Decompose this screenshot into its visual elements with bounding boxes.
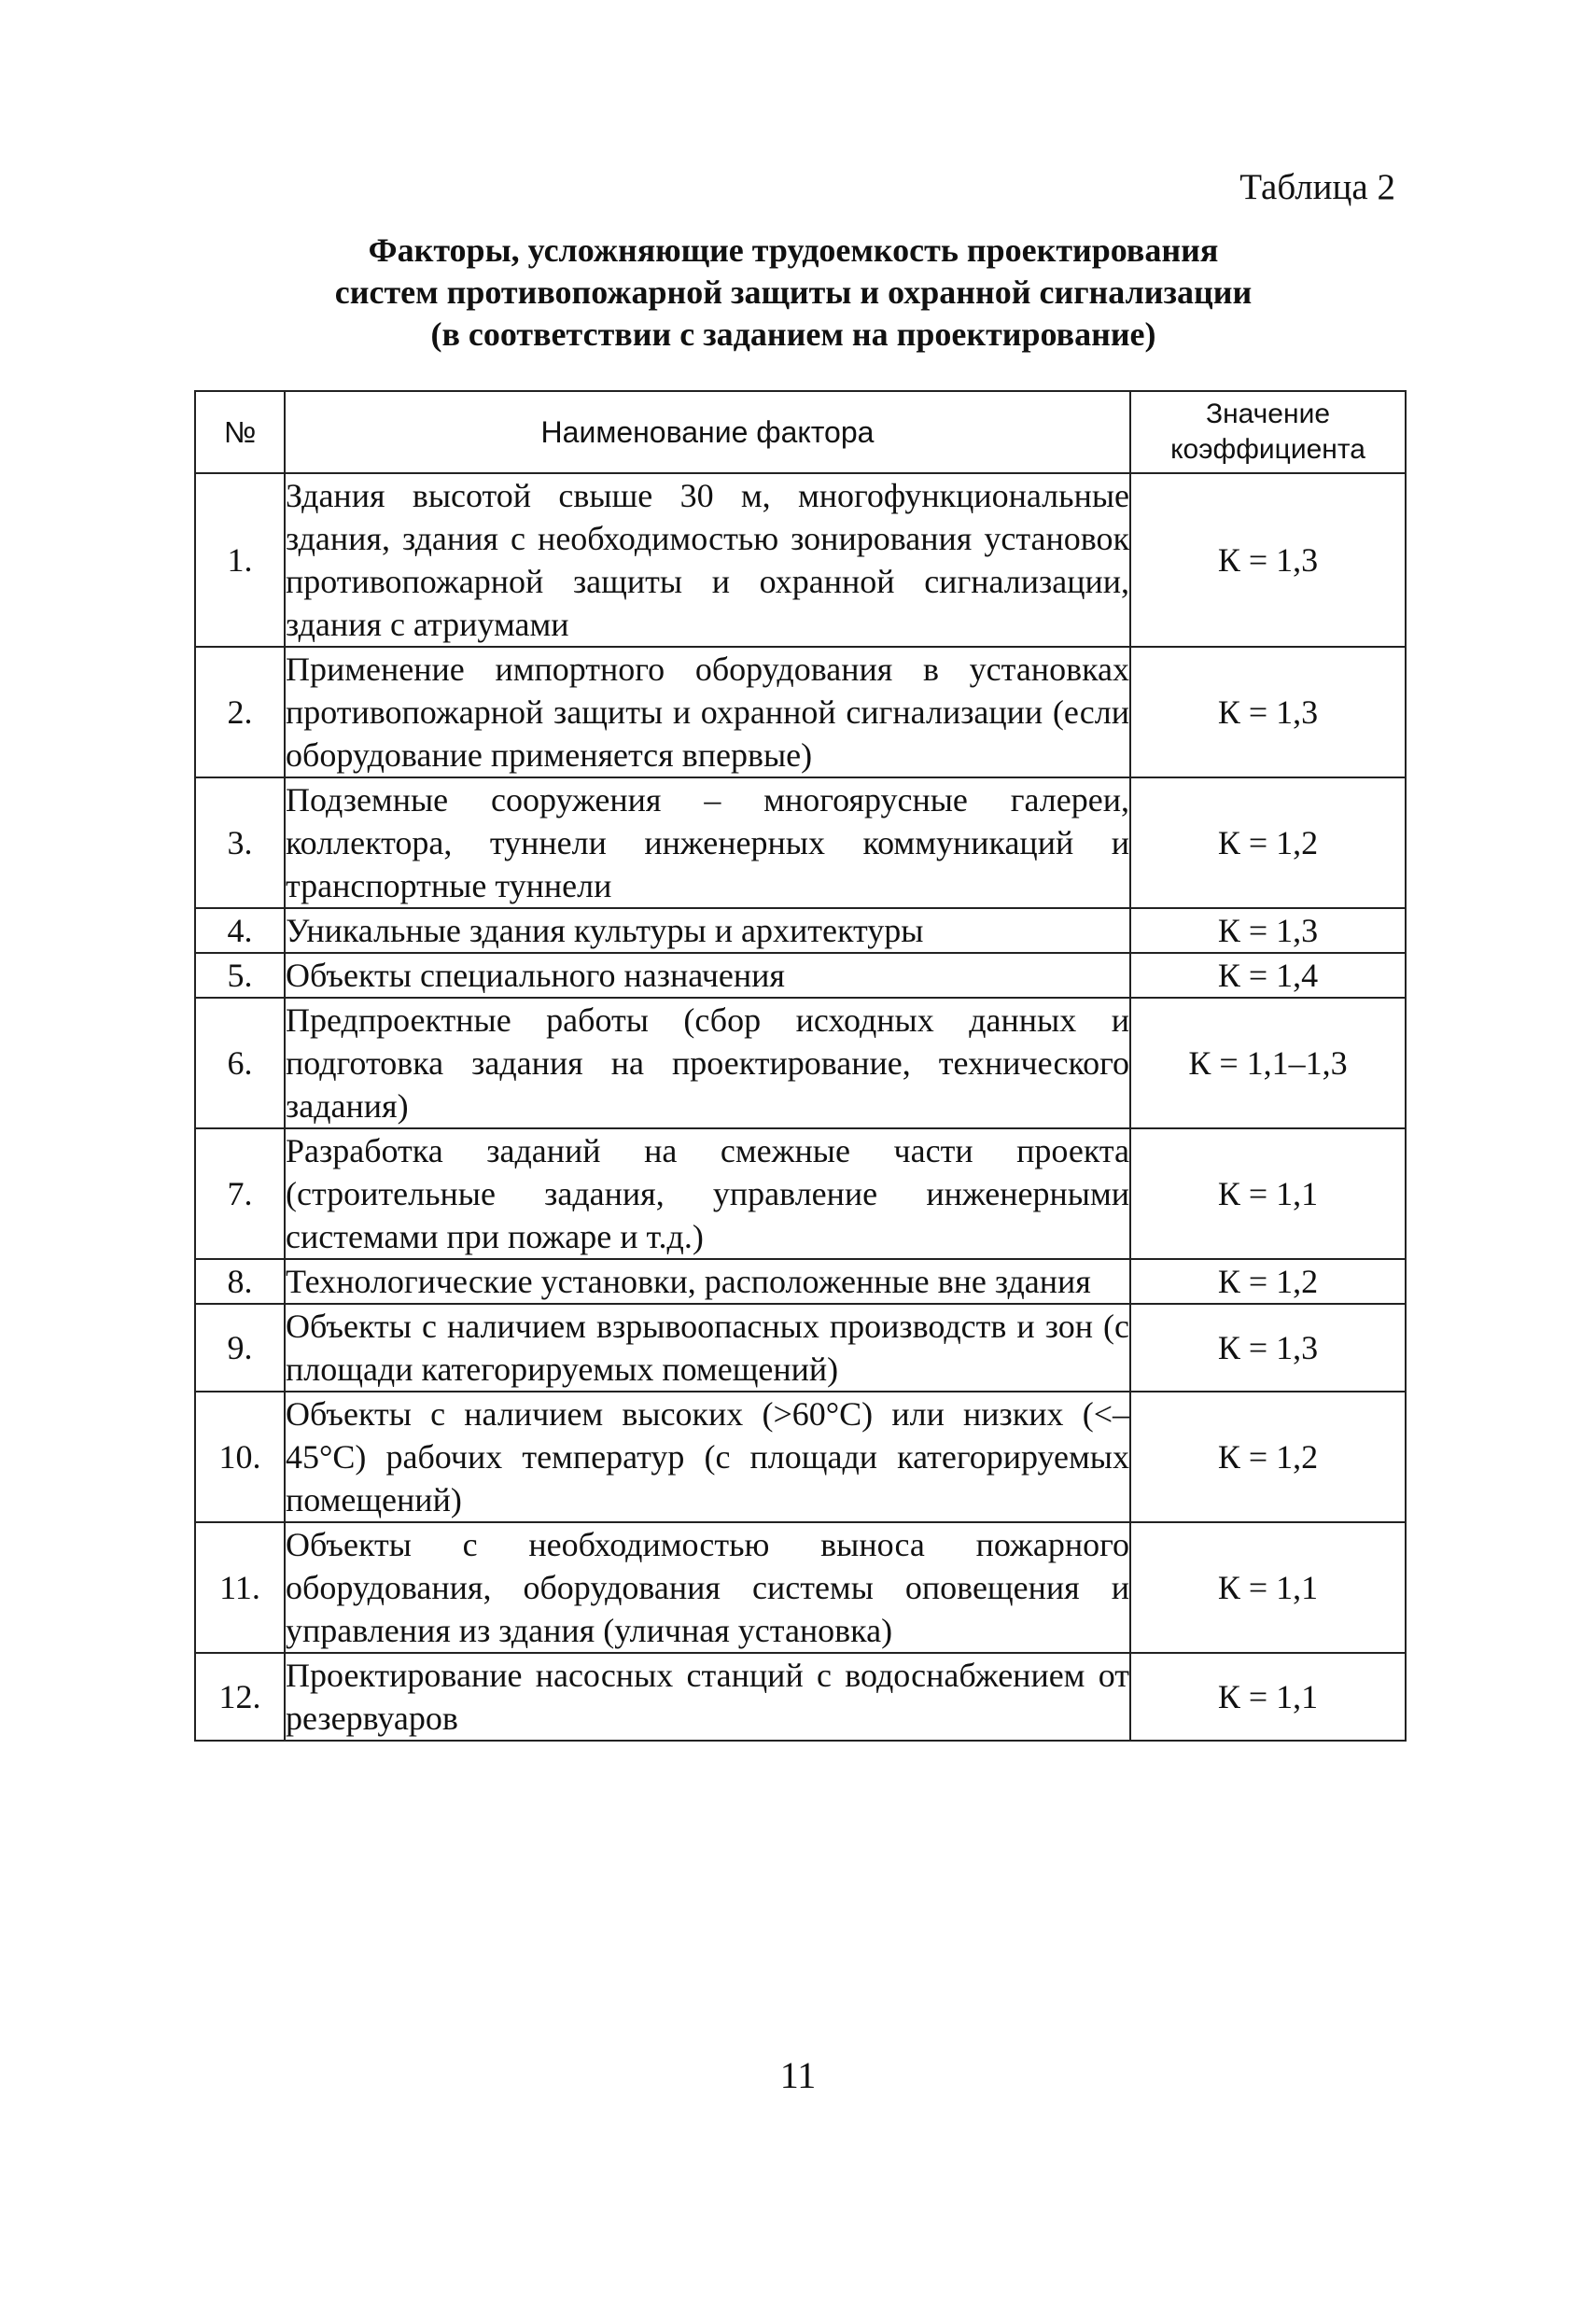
table-row [195,1522,1406,1653]
coefficient-value: К = 1,1 [1130,1522,1406,1653]
coefficient-value: К = 1,2 [1130,1392,1406,1522]
header-factor-name: Наименование фактора [285,391,1130,473]
factor-name: Применение импортного оборудования в установках противопожарной защиты и охранной сигнализации (если оборудование применяется впервые) [285,647,1130,777]
factor-name: Объекты с необходимостью выноса пожарного оборудования, оборудования системы оповещения и управления из здания (уличная установка) [285,1522,1130,1653]
row-number: 11. [195,1522,285,1653]
factor-name: Объекты с наличием взрывоопасных производств и зон (с площади категорируемых помещений) [285,1304,1130,1392]
table-title-line: Факторы, усложняющие трудоемкость проектирования [368,231,1219,269]
table-label: Таблица 2 [1239,167,1395,207]
header-coefficient-line: Значение [1205,399,1331,429]
coefficient-value: К = 1,3 [1130,1304,1406,1392]
coefficient-value: К = 1,4 [1130,953,1406,998]
table-row [195,1653,1406,1741]
table-row [195,777,1406,908]
table-row [195,1392,1406,1522]
factor-name: Уникальные здания культуры и архитектуры [285,908,1130,953]
factor-name: Подземные сооружения – многоярусные галереи, коллектора, туннели инженерных коммуникаций и транспортные туннели [285,777,1130,908]
row-number: 5. [195,953,285,998]
coefficient-value: К = 1,2 [1130,777,1406,908]
table-row [195,953,1406,998]
header-number: № [195,391,285,473]
row-number: 2. [195,647,285,777]
coefficient-value: К = 1,1 [1130,1653,1406,1741]
page-number: 11 [779,2054,817,2096]
row-number: 7. [195,1128,285,1259]
table-row [195,1128,1406,1259]
header-coefficient-line: коэффициента [1170,434,1365,465]
row-number: 3. [195,777,285,908]
table-header-row [195,391,1406,473]
table-row [195,1259,1406,1304]
factor-name: Технологические установки, расположенные вне здания [285,1259,1130,1304]
row-number: 1. [195,473,285,647]
row-number: 9. [195,1304,285,1392]
row-number: 10. [195,1392,285,1522]
factors-table [194,390,1407,1742]
table-title [187,230,1400,356]
header-coefficient [1130,391,1406,473]
coefficient-value: К = 1,3 [1130,647,1406,777]
coefficient-value: К = 1,3 [1130,908,1406,953]
table-row [195,1304,1406,1392]
factor-name: Предпроектные работы (сбор исходных данных и подготовка задания на проектирование, технического задания) [285,998,1130,1128]
factor-name: Проектирование насосных станций с водоснабжением от резервуаров [285,1653,1130,1741]
table-title-line: систем противопожарной защиты и охранной сигнализации [334,273,1253,311]
coefficient-value: К = 1,1–1,3 [1130,998,1406,1128]
factor-name: Здания высотой свыше 30 м, многофункциональные здания, здания с необходимостью зонирования установок противопожарной защиты и охранной сигнализации, здания с атриумами [285,473,1130,647]
table-row [195,473,1406,647]
coefficient-value: К = 1,2 [1130,1259,1406,1304]
row-number: 6. [195,998,285,1128]
row-number: 8. [195,1259,285,1304]
coefficient-value: К = 1,3 [1130,473,1406,647]
table-row [195,998,1406,1128]
table-row [195,647,1406,777]
factor-name: Разработка заданий на смежные части проекта (строительные задания, управление инженерными системами при пожаре и т.д.) [285,1128,1130,1259]
table-title-line: (в соответствии с заданием на проектирование) [430,315,1156,353]
factor-name: Объекты специального назначения [285,953,1130,998]
row-number: 4. [195,908,285,953]
factor-name: Объекты с наличием высоких (>60°С) или низких (<–45°С) рабочих температур (с площади категорируемых помещений) [285,1392,1130,1522]
coefficient-value: К = 1,1 [1130,1128,1406,1259]
row-number: 12. [195,1653,285,1741]
table-row [195,908,1406,953]
